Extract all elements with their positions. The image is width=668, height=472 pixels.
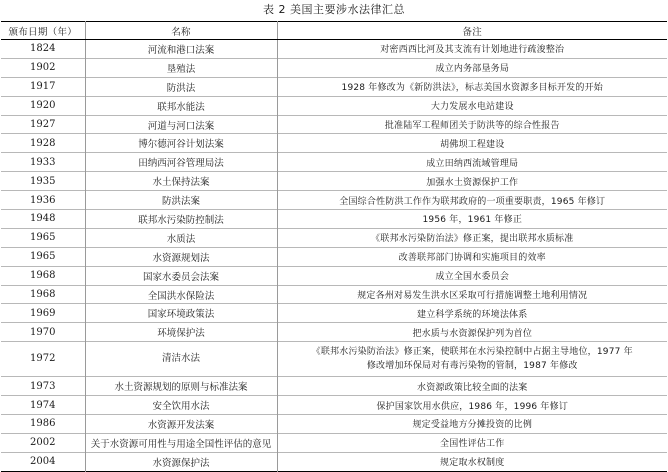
- cell-year: 1902: [1, 58, 85, 77]
- cell-name: 防洪法: [85, 77, 277, 96]
- cell-year: 1970: [1, 323, 85, 342]
- cell-name: 田纳西河谷管理局法: [85, 153, 277, 172]
- cell-note: [277, 342, 667, 377]
- cell-name: 水资源开发法案: [85, 415, 277, 434]
- note-line: 水资源政策比较全面的法案: [417, 382, 528, 393]
- table-row: [1, 247, 667, 266]
- note-line: 全国综合性防洪工作作为联邦政府的一项重要职责，1965 年修订: [339, 196, 606, 207]
- table-row: [1, 40, 667, 59]
- cell-year: 1928: [1, 134, 85, 153]
- cell-note: [277, 115, 667, 134]
- cell-note: [277, 377, 667, 396]
- cell-name: 水土资源规划的原则与标准法案: [85, 377, 277, 396]
- header-note: 备注: [277, 22, 667, 40]
- water-laws-table: [1, 21, 667, 472]
- cell-year: 1974: [1, 396, 85, 415]
- cell-year: 1968: [1, 285, 85, 304]
- note-line: 成立田纳西流域管理局: [426, 158, 519, 169]
- table-row: [1, 77, 667, 96]
- cell-year: 1965: [1, 247, 85, 266]
- header-year: 颁布日期（年）: [1, 22, 85, 40]
- note-line: 《联邦水污染防治法》修正案，使联邦在水污染控制中占据主导地位，1977 年: [311, 347, 633, 358]
- table-row: [1, 58, 667, 77]
- cell-note: [277, 452, 667, 471]
- cell-year: 1986: [1, 415, 85, 434]
- cell-note: [277, 323, 667, 342]
- cell-year: 1948: [1, 210, 85, 229]
- note-line: 成立内务部垦务局: [435, 64, 510, 75]
- cell-name: 国家水委员会法案: [85, 266, 277, 285]
- note-line: 全国性评估工作: [440, 439, 505, 450]
- note-line: 规定受益地方分摊投资的比例: [412, 420, 533, 431]
- note-line: 加强水土资源保护工作: [426, 177, 519, 188]
- note-line: 改善联邦部门协调和实施项目的效率: [398, 253, 546, 264]
- cell-note: [277, 228, 667, 247]
- cell-note: [277, 96, 667, 115]
- note-line: 大力发展水电站建设: [430, 102, 514, 113]
- cell-name: 垦殖法: [85, 58, 277, 77]
- note-line: 规定各州对易发生洪水区采取可行措施调整土地利用情况: [357, 291, 588, 302]
- cell-name: 全国洪水保险法: [85, 285, 277, 304]
- cell-note: [277, 40, 667, 59]
- cell-year: 1917: [1, 77, 85, 96]
- cell-note: [277, 77, 667, 96]
- cell-year: 1920: [1, 96, 85, 115]
- cell-name: 河道与河口法案: [85, 115, 277, 134]
- cell-name: 水资源保护法: [85, 452, 277, 471]
- table-body: [1, 40, 667, 472]
- table-row: [1, 285, 667, 304]
- table-title: 表 2 美国主要涉水法律汇总: [263, 3, 405, 16]
- note-line: 建立科学系统的环境法体系: [417, 309, 528, 320]
- cell-year: 1968: [1, 266, 85, 285]
- cell-year: 1973: [1, 377, 85, 396]
- cell-name: 博尔德河谷计划法案: [85, 134, 277, 153]
- cell-note: [277, 134, 667, 153]
- note-line: 1928 年修改为《新防洪法》，标志美国水资源多目标开发的开始: [341, 83, 603, 94]
- cell-year: 1936: [1, 191, 85, 210]
- note-line: 对密西西比河及其支流有计划地进行疏浚整治: [380, 45, 565, 56]
- header-name: 名称: [85, 22, 277, 40]
- table-row: [1, 191, 667, 210]
- table-row: [1, 210, 667, 229]
- table-row: [1, 415, 667, 434]
- table-row: [1, 172, 667, 191]
- cell-year: 2002: [1, 433, 85, 452]
- cell-note: [277, 210, 667, 229]
- cell-name: 联邦水能法: [85, 96, 277, 115]
- cell-name: 防洪法案: [85, 191, 277, 210]
- cell-name: 安全饮用水法: [85, 396, 277, 415]
- cell-name: 环境保护法: [85, 323, 277, 342]
- table-row: [1, 433, 667, 452]
- cell-note: [277, 247, 667, 266]
- cell-name: 国家环境政策法: [85, 304, 277, 323]
- table-row: [1, 266, 667, 285]
- cell-name: 水土保持法案: [85, 172, 277, 191]
- cell-note: [277, 58, 667, 77]
- note-line: 把水质与水资源保护列为首位: [412, 328, 533, 339]
- table-row: [1, 228, 667, 247]
- table-row: [1, 342, 667, 377]
- table-row: [1, 96, 667, 115]
- cell-note: [277, 304, 667, 323]
- note-line: 胡佛坝工程建设: [440, 139, 505, 150]
- table-row: [1, 396, 667, 415]
- table-row: [1, 377, 667, 396]
- table-row: [1, 134, 667, 153]
- cell-year: 1969: [1, 304, 85, 323]
- cell-note: [277, 266, 667, 285]
- cell-name: 联邦水污染防控制法: [85, 210, 277, 229]
- cell-year: 2004: [1, 452, 85, 471]
- cell-note: [277, 285, 667, 304]
- cell-year: 1927: [1, 115, 85, 134]
- note-line: 成立全国水委员会: [435, 272, 510, 283]
- cell-year: 1933: [1, 153, 85, 172]
- cell-year: 1972: [1, 342, 85, 377]
- note-line: 规定取水权制度: [440, 458, 505, 469]
- table-row: [1, 452, 667, 471]
- cell-year: 1824: [1, 40, 85, 59]
- table-row: [1, 304, 667, 323]
- table-header-row: [1, 22, 667, 40]
- cell-name: 清洁水法: [85, 342, 277, 377]
- cell-note: [277, 153, 667, 172]
- cell-note: [277, 415, 667, 434]
- note-line: 修改增加环保局对有毒污染物的管制，1987 年修改: [366, 361, 578, 372]
- note-line: 1956 年，1961 年修正: [422, 215, 523, 226]
- table-row: [1, 115, 667, 134]
- cell-name: 河流和港口法案: [85, 40, 277, 59]
- note-line: 批准陆军工程师团关于防洪等的综合性报告: [384, 121, 560, 131]
- cell-note: [277, 172, 667, 191]
- cell-note: [277, 191, 667, 210]
- cell-year: 1935: [1, 172, 85, 191]
- cell-name: 水资源规划法: [85, 247, 277, 266]
- table-row: [1, 323, 667, 342]
- table-row: [1, 153, 667, 172]
- cell-note: [277, 433, 667, 452]
- cell-name: 水质法: [85, 228, 277, 247]
- cell-note: [277, 396, 667, 415]
- note-line: 《联邦水污染防治法》修正案，提出联邦水质标准: [371, 234, 574, 245]
- note-line: 保护国家饮用水供应，1986 年，1996 年修订: [376, 401, 569, 412]
- cell-name: 关于水资源可用性与用途全国性评估的意见: [85, 433, 277, 452]
- cell-year: 1965: [1, 228, 85, 247]
